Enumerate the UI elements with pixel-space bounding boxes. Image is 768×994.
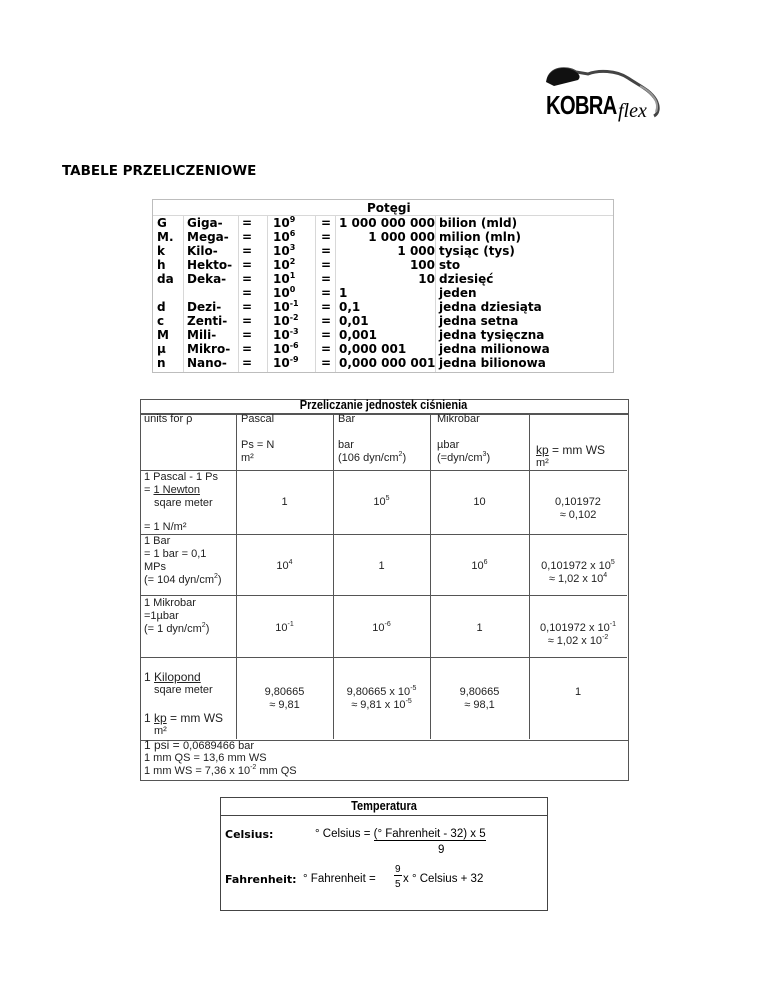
polish-name: bilion (mld) [439, 216, 518, 230]
prefix-symbol: µ [157, 342, 166, 356]
power-of-ten: $10^{-2}$ [273, 313, 299, 328]
pascal-def-a: Ps = N [241, 439, 275, 451]
row2-v4a: 0,101972 x $10^5$ [541, 559, 615, 572]
powers-row [153, 272, 613, 286]
pressure-table [140, 399, 627, 780]
decimal-value: 0,000 001 [339, 342, 407, 356]
brand-script: flex [618, 100, 647, 122]
row1-v3: 10 [473, 496, 486, 508]
bar-def-a: bar [338, 439, 354, 451]
prefix-name: Deka- [187, 272, 227, 286]
row1-a: 1 Pascal - 1 Ps [144, 471, 218, 483]
mikrobar-def-b: $(=dyn/cm^3)$ [437, 451, 491, 464]
units-label: units for ρ [144, 413, 193, 425]
polish-name: jeden [439, 286, 477, 300]
kp-def: kp = mm WS [536, 443, 606, 457]
equals-sign: = [242, 300, 253, 314]
equals-sign: = [321, 258, 332, 272]
row2-b: = 1 bar = 0,1 [144, 548, 207, 560]
equals-sign: = [321, 328, 332, 342]
row4-b: sqare meter [154, 684, 213, 696]
decimal-value: 1 000 000 [368, 230, 435, 244]
kp-def-den: m² [536, 457, 549, 469]
row3-v1: $10^{-1}$ [275, 621, 294, 634]
decimal-value: 1 000 000 000 [338, 216, 435, 230]
equals-sign: = [242, 258, 253, 272]
decimal-value: 0,001 [339, 328, 377, 342]
row3-v4a: 0,101972 x $10^{-1}$ [540, 621, 616, 634]
prefix-symbol: M. [157, 230, 174, 244]
row1-v4a: 0,101972 [555, 496, 601, 508]
powers-row [153, 328, 613, 342]
row4-c: 1 kp = mm WS [144, 711, 224, 725]
row4-v2a: 9,80665 x $10^{-5}$ [346, 685, 417, 698]
equals-sign: = [242, 230, 253, 244]
fahrenheit-numerator: 9 [395, 864, 401, 875]
prefix-name: Mikro- [187, 342, 231, 356]
equals-sign: = [321, 230, 332, 244]
polish-name: jedna tysięczna [439, 328, 545, 342]
col-pascal: Pascal [241, 413, 275, 425]
prefix-symbol: n [157, 356, 166, 370]
equals-sign: = [321, 286, 332, 300]
celsius-denominator: 9 [438, 844, 445, 856]
prefix-symbol: h [157, 258, 166, 272]
equals-sign: = [242, 244, 253, 258]
pressure-title: Przeliczanie jednostek ciśnienia [299, 398, 468, 412]
row2-d: (= 104 dyn/$cm^2$) [144, 573, 222, 586]
temperature-title: Temperatura [351, 799, 417, 813]
power-of-ten: $10^0$ [273, 285, 296, 300]
polish-name: milion (mln) [439, 230, 521, 244]
powers-table [152, 199, 614, 373]
equals-sign: = [321, 314, 332, 328]
polish-name: dziesięć [439, 272, 494, 286]
row4-a: 1 Kilopond [144, 670, 201, 684]
fahrenheit-formula-post: x ° Celsius + 32 [403, 873, 484, 885]
page-title: TABELE PRZELICZENIOWE [62, 163, 257, 179]
row1-v4b: ≈ 0,102 [559, 509, 597, 521]
row1-d: = 1 N/m² [144, 521, 187, 533]
polish-name: jedna milionowa [439, 342, 550, 356]
powers-row [153, 342, 613, 356]
prefix-name: Kilo- [187, 244, 218, 258]
prefix-symbol: G [157, 216, 167, 230]
equals-sign: = [321, 272, 332, 286]
equals-sign: = [242, 216, 253, 230]
kobraflex-logo [540, 60, 665, 130]
row2-v4b: ≈ 1,02 x $10^4$ [548, 572, 608, 585]
powers-row [153, 356, 613, 370]
polish-name: jedna bilionowa [439, 356, 546, 370]
prefix-name: Giga- [187, 216, 223, 230]
prefix-name: Mili- [187, 328, 217, 342]
prefix-symbol: k [157, 244, 165, 258]
col-bar: Bar [338, 413, 356, 425]
prefix-name: Zenti- [187, 314, 228, 328]
power-of-ten: $10^1$ [273, 271, 296, 286]
decimal-value: 10 [418, 272, 435, 286]
powers-row [153, 258, 613, 272]
row4-v4: 1 [574, 686, 582, 698]
fahrenheit-formula-pre: ° Fahrenheit = [303, 873, 376, 885]
powers-row [153, 216, 613, 230]
powers-row [153, 230, 613, 244]
prefix-symbol: da [157, 272, 174, 286]
powers-row [153, 286, 613, 300]
equals-sign: = [242, 356, 253, 370]
prefix-name: Nano- [187, 356, 227, 370]
powers-header: Potęgi [367, 201, 411, 215]
row1-v1: 1 [281, 496, 288, 508]
power-of-ten: $10^{-6}$ [273, 341, 299, 356]
row4-v3b: ≈ 98,1 [464, 699, 495, 711]
equals-sign: = [321, 216, 332, 230]
decimal-value: 0,000 000 001 [339, 356, 436, 370]
power-of-ten: $10^{-3}$ [273, 327, 299, 342]
equals-sign: = [321, 300, 332, 314]
row3-v3: 1 [476, 622, 483, 634]
celsius-formula: ° Celsius = (° Fahrenheit - 32) x 5 [315, 828, 486, 840]
row2-v2: 1 [378, 560, 385, 572]
prefix-name: Mega- [187, 230, 229, 244]
decimal-value: 0,1 [339, 300, 361, 314]
fahrenheit-denominator: 5 [395, 879, 401, 890]
prefix-symbol: c [157, 314, 165, 328]
polish-name: jedna dziesiąta [439, 300, 542, 314]
equals-sign: = [321, 356, 332, 370]
row1-c: sqare meter [154, 497, 213, 509]
power-of-ten: $10^6$ [273, 229, 296, 244]
prefix-name: Hekto- [187, 258, 233, 272]
foot-ws: 1 mm WS = 7,36 x $10^{-2}$ mm QS [144, 764, 297, 777]
decimal-value: 100 [409, 258, 435, 272]
row4-v3a: 9,80665 [459, 686, 500, 698]
row2-v1: $10^4$ [276, 559, 293, 572]
row3-v4b: ≈ 1,02 x $10^{-2}$ [547, 634, 609, 647]
equals-sign: = [242, 314, 253, 328]
mikrobar-def-a: µbar [437, 439, 460, 451]
row2-c: MPs [144, 561, 166, 573]
row1-b: = 1 Newton [144, 484, 200, 496]
equals-sign: = [242, 328, 253, 342]
polish-name: tysiąc (tys) [439, 244, 515, 258]
polish-name: sto [439, 258, 461, 272]
row4-v2b: ≈ 9,81 x $10^{-5}$ [351, 698, 412, 711]
foot-psi: 1 psi = 0,0689466 bar [144, 738, 254, 752]
brand-main: KOBRA [546, 90, 617, 120]
row4-v1a: 9,80665 [264, 686, 305, 698]
powers-row [153, 300, 613, 314]
row4-v1b: ≈ 9,81 [269, 699, 300, 711]
row2-a: 1 Bar [144, 535, 171, 547]
celsius-label: Celsius: [225, 828, 274, 841]
row2-v3: $10^6$ [471, 559, 488, 572]
foot-qs: 1 mm QS = 13,6 mm WS [144, 752, 267, 764]
power-of-ten: $10^{-9}$ [273, 355, 299, 370]
prefix-symbol: d [157, 300, 166, 314]
col-mikrobar: Mikrobar [437, 413, 480, 425]
equals-sign: = [321, 342, 332, 356]
fahrenheit-label: Fahrenheit: [225, 873, 297, 886]
prefix-name: Dezi- [187, 300, 222, 314]
equals-sign: = [242, 272, 253, 286]
polish-name: jedna setna [439, 314, 519, 328]
decimal-value: 1 000 [397, 244, 435, 258]
equals-sign: = [242, 342, 253, 356]
equals-sign: = [321, 244, 332, 258]
decimal-value: 1 [339, 286, 348, 300]
temperature-box [220, 797, 548, 911]
row3-c: (= 1 dyn/$cm^2$) [144, 622, 210, 635]
row1-v2: $10^5$ [373, 495, 390, 508]
power-of-ten: $10^2$ [273, 257, 296, 272]
pascal-def-b: m² [241, 452, 254, 464]
row3-b: =1µbar [144, 610, 179, 622]
decimal-value: 0,01 [339, 314, 369, 328]
row3-v2: $10^{-6}$ [372, 621, 391, 634]
powers-row [153, 314, 613, 328]
row4-d: m² [154, 725, 167, 737]
bar-def-b: (106 dyn/$cm^2$) [338, 451, 407, 464]
prefix-symbol: M [157, 328, 169, 342]
power-of-ten: $10^9$ [273, 215, 296, 230]
row3-a: 1 Mikrobar [144, 597, 196, 609]
equals-sign: = [242, 286, 253, 300]
power-of-ten: $10^{-1}$ [273, 299, 299, 314]
power-of-ten: $10^3$ [273, 243, 296, 258]
powers-row [153, 244, 613, 258]
